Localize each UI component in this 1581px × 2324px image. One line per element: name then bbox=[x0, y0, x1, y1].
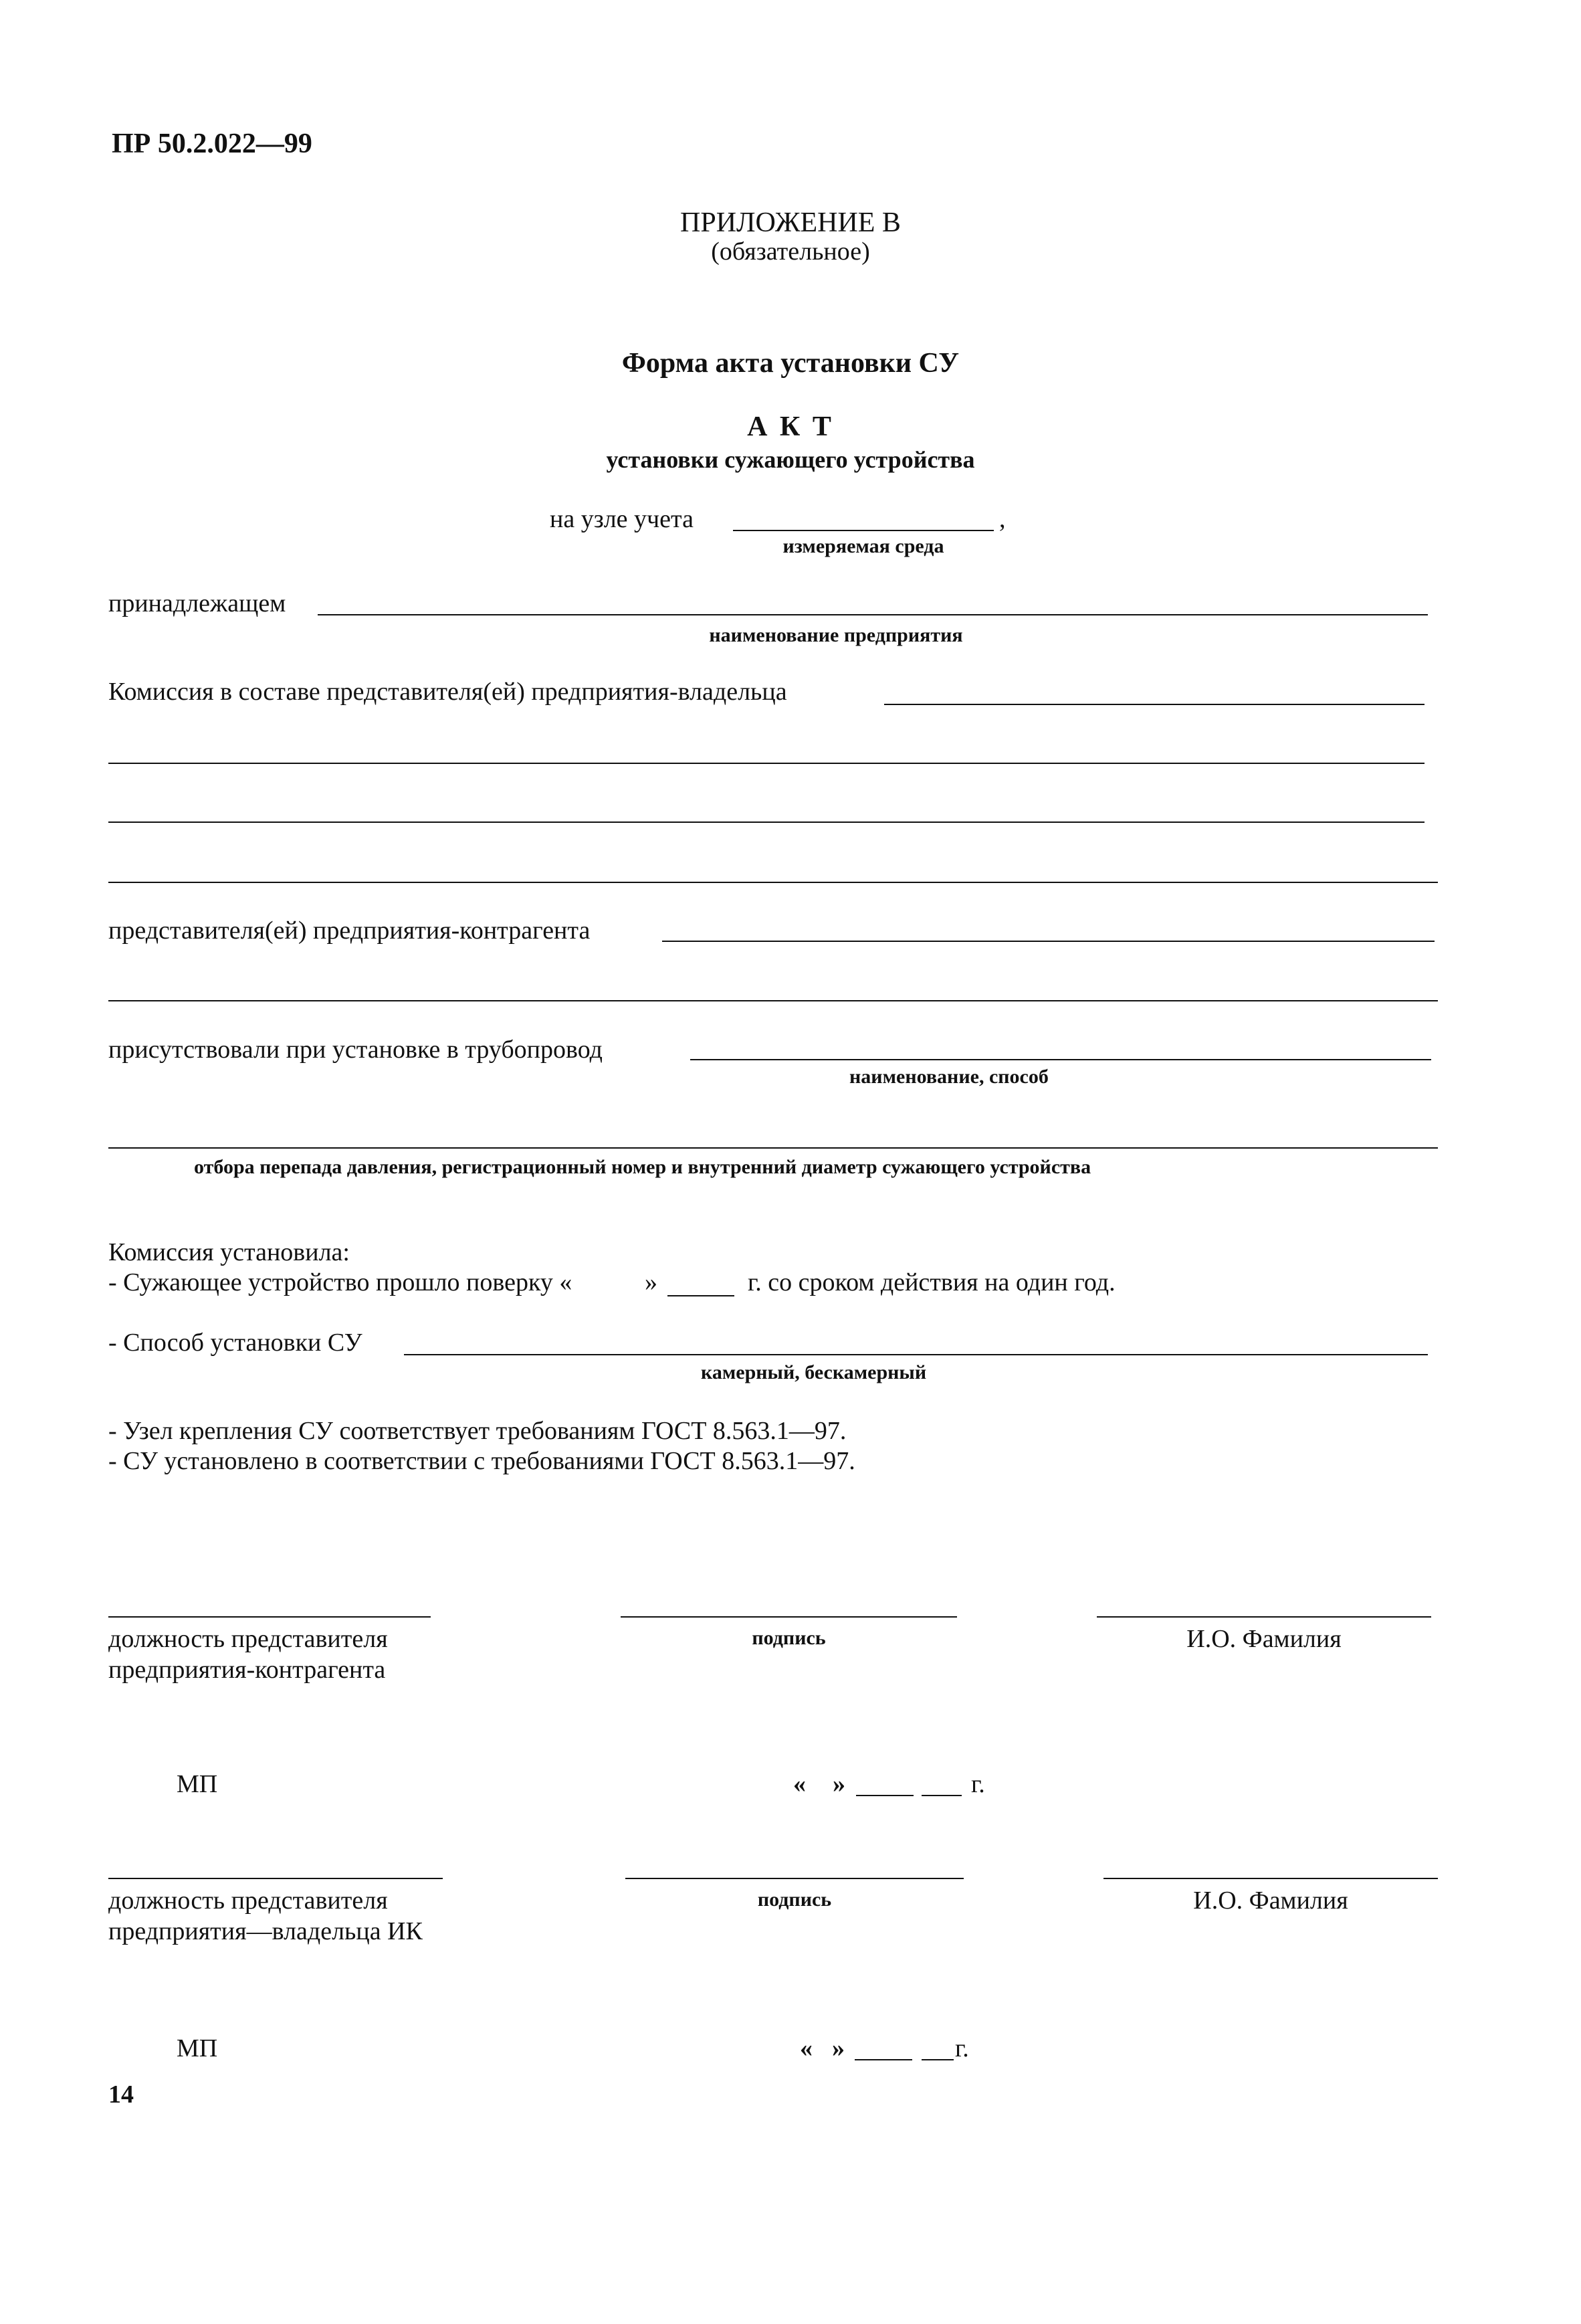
act-title: А К Т bbox=[747, 411, 834, 442]
position-caption-1a: должность представителя bbox=[108, 1625, 388, 1653]
installation-method-label: - Способ установки СУ bbox=[108, 1329, 362, 1357]
act-subtitle: установки сужающего устройства bbox=[606, 446, 975, 473]
form-title: Форма акта установки СУ bbox=[621, 348, 960, 379]
owner-representatives-line-3[interactable] bbox=[108, 821, 1425, 823]
stamp-label-2: МП bbox=[177, 2034, 218, 2062]
installation-details-field[interactable] bbox=[690, 1059, 1431, 1060]
installation-method-caption: камерный, бескамерный bbox=[701, 1361, 927, 1383]
position-field-2[interactable] bbox=[108, 1878, 443, 1879]
enterprise-name-caption: наименование предприятия bbox=[709, 624, 963, 646]
position-caption-2b: предприятия—владельца ИК bbox=[108, 1917, 423, 1945]
verification-suffix: г. со сроком действия на один год. bbox=[748, 1268, 1116, 1296]
date-suffix-1: г. bbox=[971, 1770, 985, 1798]
finding-item-1: - Узел крепления СУ соответствует требованиям ГОСТ 8.563.1—97. bbox=[108, 1417, 847, 1445]
date-suffix-2: г. bbox=[955, 2034, 969, 2062]
node-label: на узле учета bbox=[550, 505, 694, 533]
appendix-subtitle: (обязательное) bbox=[711, 237, 870, 266]
signature-caption-1: подпись bbox=[752, 1627, 826, 1649]
date-close-2: » bbox=[832, 2034, 845, 2062]
name-field-2[interactable] bbox=[1103, 1878, 1438, 1879]
date-close-1: » bbox=[833, 1770, 845, 1798]
finding-item-2: - СУ установлено в соответствии с требованиями ГОСТ 8.563.1—97. bbox=[108, 1447, 855, 1475]
signature-field-2[interactable] bbox=[625, 1878, 964, 1879]
date-month-field-2[interactable] bbox=[855, 2059, 912, 2060]
position-caption-2a: должность представителя bbox=[108, 1886, 388, 1915]
findings-heading: Комиссия установила: bbox=[108, 1238, 350, 1266]
installation-details-caption-2: отбора перепада давления, регистрационный номер и внутренний диаметр сужающего устройства bbox=[194, 1156, 1091, 1178]
date-month-field-1[interactable] bbox=[856, 1795, 914, 1796]
owner-representatives-line-2[interactable] bbox=[108, 763, 1425, 764]
counterparty-representatives-field[interactable] bbox=[662, 941, 1435, 942]
installation-details-line-2[interactable] bbox=[108, 1147, 1438, 1149]
name-caption-2: И.О. Фамилия bbox=[1193, 1886, 1348, 1915]
date-year-field-1[interactable] bbox=[922, 1795, 962, 1796]
appendix-title: ПРИЛОЖЕНИЕ В bbox=[680, 207, 901, 238]
owner-label: принадлежащем bbox=[108, 589, 286, 617]
verification-mid: » bbox=[645, 1268, 657, 1296]
node-comma: , bbox=[999, 505, 1006, 533]
page-number: 14 bbox=[108, 2080, 134, 2109]
date-open-2: « bbox=[800, 2034, 813, 2062]
installation-method-field[interactable] bbox=[404, 1354, 1428, 1355]
commission-label: Комиссия в составе представителя(ей) предприятия-владельца bbox=[108, 678, 787, 706]
signature-field-1[interactable] bbox=[621, 1616, 957, 1618]
owner-representatives-line-4[interactable] bbox=[108, 882, 1438, 883]
position-caption-1b: предприятия-контрагента bbox=[108, 1656, 386, 1684]
owner-representatives-field[interactable] bbox=[884, 704, 1425, 705]
installation-details-caption: наименование, способ bbox=[849, 1066, 1049, 1088]
date-open-1: « bbox=[793, 1770, 806, 1798]
name-caption-1: И.О. Фамилия bbox=[1186, 1625, 1342, 1653]
document-code: ПР 50.2.022—99 bbox=[112, 128, 312, 159]
verification-year-field[interactable] bbox=[667, 1295, 734, 1296]
date-year-field-2[interactable] bbox=[922, 2059, 954, 2060]
signature-caption-2: подпись bbox=[757, 1889, 832, 1911]
enterprise-name-field[interactable] bbox=[318, 614, 1428, 615]
measured-medium-field[interactable] bbox=[733, 530, 994, 531]
position-field-1[interactable] bbox=[108, 1616, 431, 1618]
present-label: присутствовали при установке в трубопровод bbox=[108, 1036, 603, 1064]
measured-medium-caption: измеряемая среда bbox=[782, 535, 944, 557]
stamp-label-1: МП bbox=[177, 1770, 218, 1798]
counterparty-label: представителя(ей) предприятия-контрагента bbox=[108, 916, 591, 945]
counterparty-representatives-line-2[interactable] bbox=[108, 1000, 1438, 1001]
verification-prefix: - Сужающее устройство прошло поверку « bbox=[108, 1268, 572, 1296]
name-field-1[interactable] bbox=[1097, 1616, 1431, 1618]
